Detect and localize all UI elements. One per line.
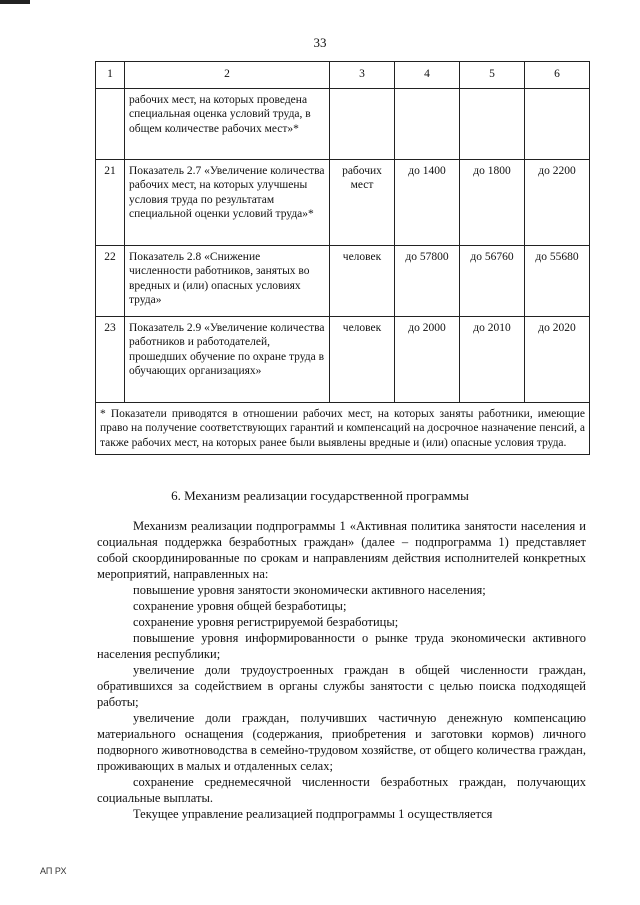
list-item: сохранение уровня общей безработицы; xyxy=(133,599,347,613)
indicator-name: Показатель 2.8 «Снижение численности работников, занятых во вредных и (или) опасных условиях труда» xyxy=(125,245,330,316)
corner-scan-mark xyxy=(0,0,30,4)
table-row xyxy=(96,245,590,316)
value-cell: до 57800 xyxy=(395,245,460,316)
value-cell: до 56760 xyxy=(460,245,525,316)
value-cell xyxy=(525,88,590,159)
list-item: повышение уровня занятости экономически активного населения; xyxy=(133,583,486,597)
row-number xyxy=(96,88,125,159)
row-number: 23 xyxy=(96,316,125,402)
list-item: сохранение уровня регистрируемой безработицы; xyxy=(133,615,399,629)
value-cell: до 1400 xyxy=(395,159,460,245)
footer-code: АП РХ xyxy=(40,866,67,876)
intro-paragraph: Механизм реализации подпрограммы 1 «Активная политика занятости населения и социальная поддержка безработных граждан» (далее – подпрограмма 1) представляет собой скоординированные по срокам и направлениям действия исполнителей конкретных мероприятий, направленных на: xyxy=(97,519,586,581)
header-cell: 5 xyxy=(460,62,525,89)
value-cell: до 2200 xyxy=(525,159,590,245)
list-item: сохранение среднемесячной численности безработных граждан, получающих социальные выплаты. xyxy=(97,775,586,805)
indicator-name: Показатель 2.7 «Увеличение количества рабочих мест, на которых улучшены условия труда по результатам специальной оценки условий труда»* xyxy=(125,159,330,245)
header-cell: 6 xyxy=(525,62,590,89)
table-row xyxy=(96,316,590,402)
unit-cell: человек xyxy=(330,316,395,402)
row-number: 22 xyxy=(96,245,125,316)
value-cell xyxy=(460,88,525,159)
table-row xyxy=(96,88,590,159)
value-cell: до 55680 xyxy=(525,245,590,316)
value-cell xyxy=(395,88,460,159)
value-cell: до 2010 xyxy=(460,316,525,402)
indicators-table xyxy=(95,61,590,455)
unit-cell: рабочих мест xyxy=(330,159,395,245)
list-item: увеличение доли граждан, получивших частичную денежную компенсацию материального оснащения (содержания, приобретения и заготовки кормов) личного подворного животноводства в семейно-трудовом хозяйстве, от общего количества граждан, проживающих в малых и отдаленных селах; xyxy=(97,711,586,773)
table-row xyxy=(96,159,590,245)
list-item: увеличение доли трудоустроенных граждан в общей численности граждан, обратившихся за содействием в органы службы занятости с целью поиска подходящей работы; xyxy=(97,663,586,709)
unit-cell xyxy=(330,88,395,159)
list-item: повышение уровня информированности о рынке труда экономически активного населения республики; xyxy=(97,631,586,661)
value-cell: до 2000 xyxy=(395,316,460,402)
unit-cell: человек xyxy=(330,245,395,316)
footnote-row xyxy=(96,402,590,455)
section-heading: 6. Механизм реализации государственной программы xyxy=(171,488,469,503)
row-number: 21 xyxy=(96,159,125,245)
indicator-name: рабочих мест, на которых проведена специальная оценка условий труда, в общем количестве рабочих мест»* xyxy=(125,88,330,159)
value-cell: до 2020 xyxy=(525,316,590,402)
closing-paragraph: Текущее управление реализацией подпрограммы 1 осуществляется xyxy=(133,807,493,821)
indicator-name: Показатель 2.9 «Увеличение количества работников и работодателей, прошедших обучение по охране труда в обучающих организациях» xyxy=(125,316,330,402)
header-cell: 4 xyxy=(395,62,460,89)
table-header-row xyxy=(96,62,590,89)
table-footnote: * Показатели приводятся в отношении рабочих мест, на которых заняты работники, имеющие право на получение соответствующих гарантий и компенсаций на досрочное назначение пенсий, а также рабочих мест, на которых ранее были выявлены вредные и (или) опасные условия труда. xyxy=(96,402,590,455)
section-body xyxy=(97,518,586,822)
page-number: 33 xyxy=(313,35,327,50)
header-cell: 1 xyxy=(96,62,125,89)
header-cell: 3 xyxy=(330,62,395,89)
header-cell: 2 xyxy=(125,62,330,89)
value-cell: до 1800 xyxy=(460,159,525,245)
